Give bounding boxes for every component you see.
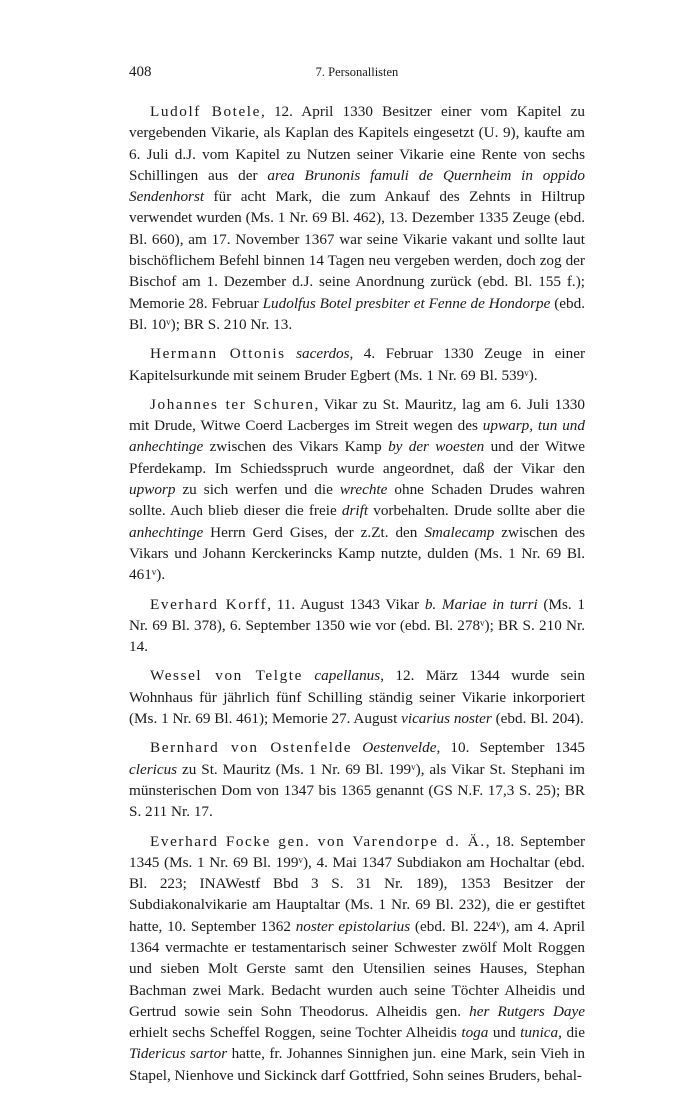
entry-text: Oestenvelde, 10. September 1345 clericus zu St. Mauritz (Ms. 1 Nr. 69 Bl. 199$^v$), als Vikar St. Stephani im münsterischen Dom von 1347 bis 1365 genannt (GS N.F. 17,3 S. 25); BR S. 211 Nr. 17. (129, 739, 586, 821)
entry-johannes-ter-schuren (129, 394, 585, 586)
entry-ludolf-botele (129, 101, 585, 335)
entry-bernhard-von-ostenfelde (129, 737, 585, 822)
entry-name: Everhard Focke gen. von Varendorpe d. Ä. (150, 832, 486, 850)
entry-name: Bernhard von Ostenfelde (150, 739, 353, 757)
entry-wessel-von-telgte (129, 665, 585, 729)
body-text (129, 101, 585, 1094)
entry-text: , 18. September 1345 (Ms. 1 Nr. 69 Bl. 199$^v$), 4. Mai 1347 Subdiakon am Hochaltar (ebd. Bl. 223; INAWestf Bbd 3 S. 31 Nr. 189), 1353 Besitzer der Subdiakonalvikarie am Hauptaltar (Ms. 1 Nr. 69 Bl. 232), die er gestiftet hatte, 10. September 1362 noster epistolarius (ebd. Bl. 224$^v$), am 4. April 1364 vermachte er testamentarisch seiner Schwester zwölf Molt Roggen und sieben Molt Gerste samt den Utensilien seines Hauses, Stephan Bachman zwei Mark. Bedacht wurden auch seine Töchter Alheidis und Gertrud sowie sein Sohn Theodorus. Alheidis gen. her Rutgers Daye erhielt sechs Scheffel Roggen, seine Tochter Alheidis toga und tunica, die Tidericus sartor hatte, fr. Johannes Sinnighen jun. eine Mark, sein Vieh in Stapel, Nienhove und Sickinck darf Gottfried, Sohn seines Bruders, behal- (129, 832, 586, 1084)
page-number: 408 (129, 64, 152, 80)
entry-text: , 11. August 1343 Vikar b. Mariae in turri (Ms. 1 Nr. 69 Bl. 378), 6. September 1350 wie vor (ebd. Bl. 278$^v$); BR S. 210 Nr. 14. (129, 595, 585, 656)
page-header (129, 64, 585, 88)
entry-everhard-korff (129, 594, 585, 658)
entry-text: , Vikar zu St. Mauritz, lag am 6. Juli 1330 mit Drude, Witwe Coerd Lacberges im Streit wegen des upwarp, tun und anhechtinge zwischen des Vikars Kamp by der woesten und der Witwe Pferdekamp. Im Schiedsspruch wurde angeordnet, daß der Vikar den upworp zu sich werfen und die wrechte ohne Schaden Drudes wahren sollte. Auch blieb dieser die freie drift vorbehalten. Drude sollte aber die anhechtinge Herrn Gerd Gises, der z.Zt. den Smalecamp zwischen des Vikars und Johann Kerckerincks Kamp nutzte, dulden (Ms. 1 Nr. 69 Bl. 461$^v$). (129, 395, 586, 584)
entry-text: , 12. April 1330 Besitzer einer vom Kapitel zu vergebenden Vikarie, als Kaplan des Kapitels eingesetzt (U. 9), kaufte am 6. Juli d.J. vom Kapitel zu Nutzen seiner Vikarie eine Rente von sechs Schillingen aus der area Brunonis famuli de Quernheim in oppido Sendenhorst für acht Mark, die zum Ankauf des Zehnts in Hiltrup verwendet wurden (Ms. 1 Nr. 69 Bl. 462), 13. Dezember 1335 Zeuge (ebd. Bl. 660), am 17. November 1367 war seine Vikarie vakant und sollte laut bischöflichem Befehl binnen 14 Tagen neu vergeben werden, doch zog der Bischof am 1. Dezember d.J. seine Anordnung zurück (ebd. Bl. 155 f.); Memorie 28. Februar Ludolfus Botel presbiter et Fenne de Hondorpe (ebd. Bl. 10$^v$); BR S. 210 Nr. 13. (129, 103, 585, 333)
entry-name: Everhard Korff (150, 595, 268, 613)
entry-name: Ludolf Botele (150, 103, 261, 120)
entry-name: Wessel von Telgte (150, 667, 303, 685)
running-head: 7. Personallisten (315, 65, 399, 79)
entry-name: Johannes ter Schuren (150, 395, 315, 413)
entry-hermann-ottonis (129, 343, 585, 386)
entry-text: capellanus, 12. März 1344 wurde sein Wohnhaus für jährlich fünf Schilling ständig seiner Vikarie inkorporiert (Ms. 1 Nr. 69 Bl. 461); Memorie 27. August vicarius noster (ebd. Bl. 204). (129, 667, 585, 728)
entry-text: sacerdos, 4. Februar 1330 Zeuge in einer Kapitelsurkunde mit seinem Bruder Egbert (Ms. 1 Nr. 69 Bl. 539$^v$). (129, 345, 586, 384)
entry-name: Hermann Ottonis (150, 345, 286, 363)
